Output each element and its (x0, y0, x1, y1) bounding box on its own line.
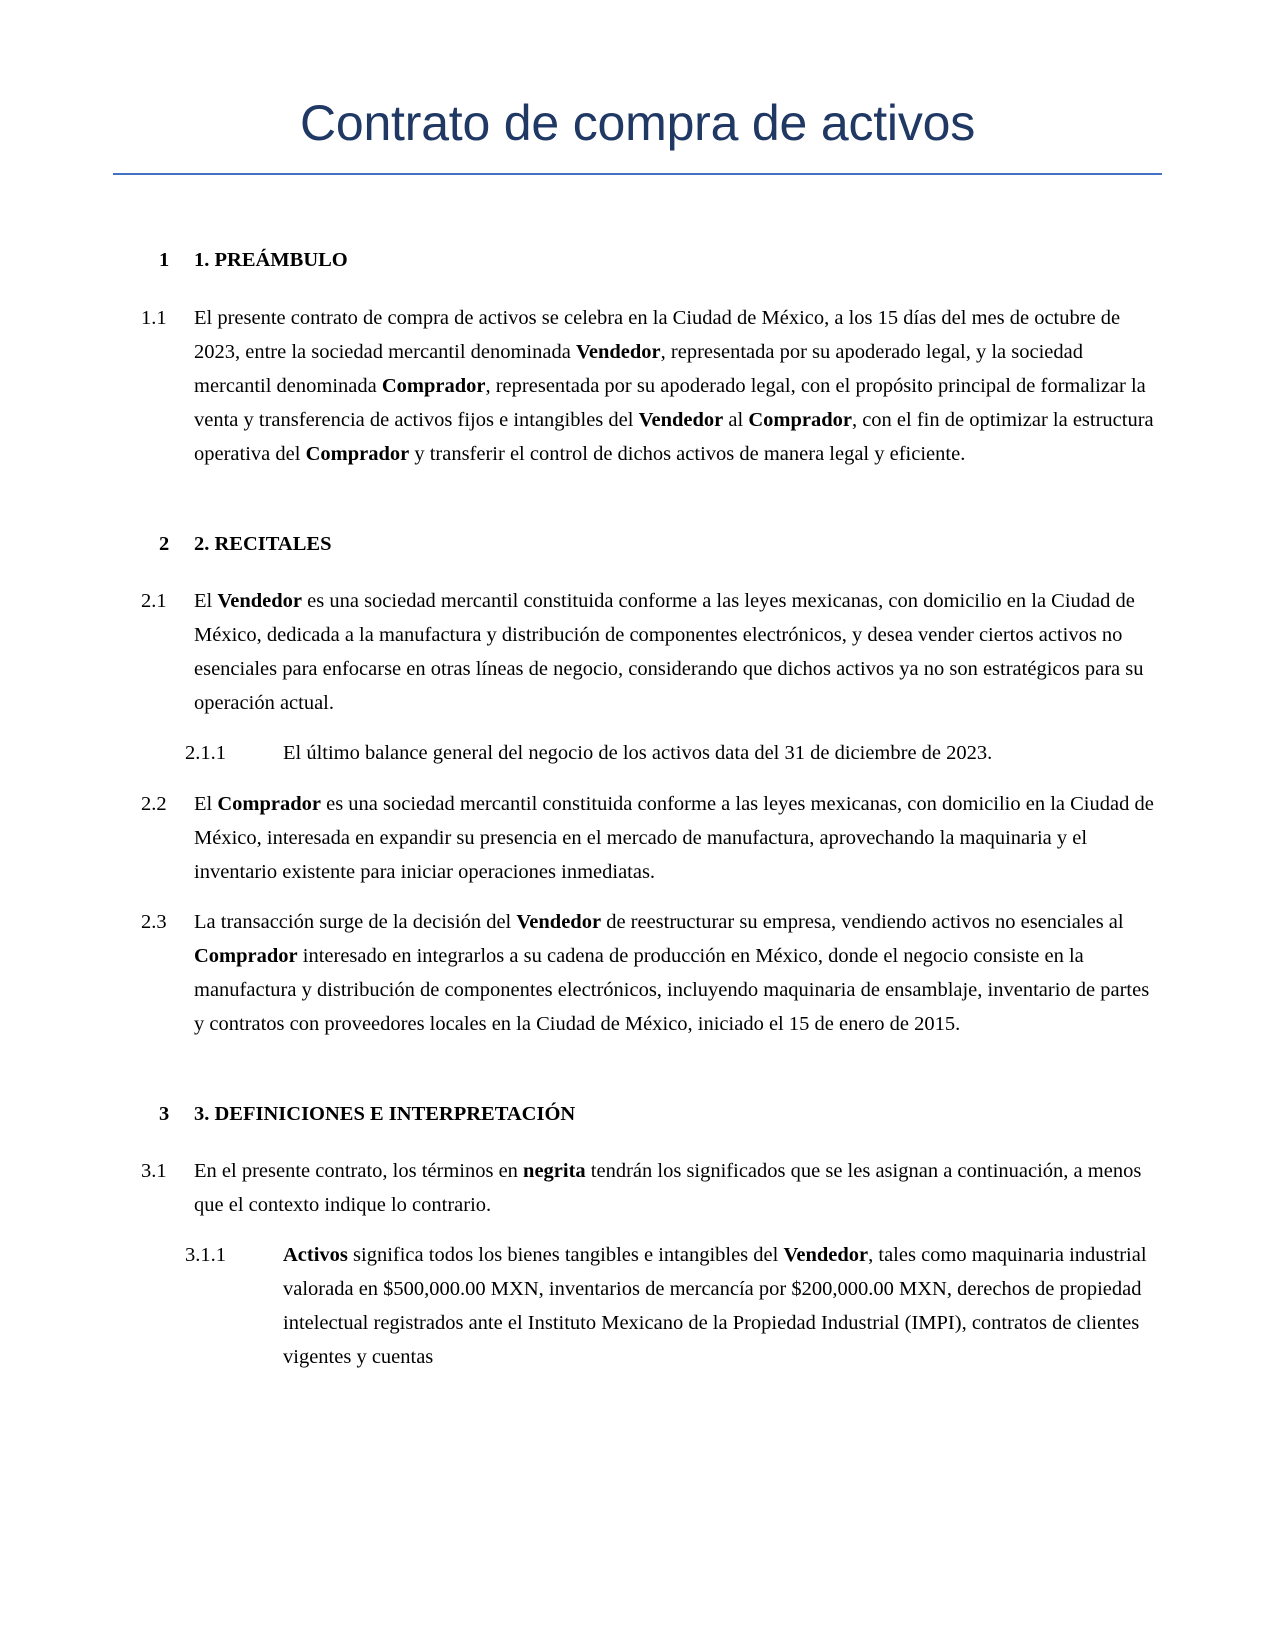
clause-text: El presente contrato de compra de activos se celebra en la Ciudad de México, a los 15 días del mes de octubre de 2023, entre la sociedad mercantil denominada Vendedor, representada por su apoderado legal, y la sociedad mercantil denominada Comprador, representada por su apoderado legal, con el propósito principal de formalizar la venta y transferencia de activos fijos e intangibles del Vendedor al Comprador, con el fin de optimizar la estructura operativa del Comprador y transferir el control de dichos activos de manera legal y eficiente. (194, 306, 1154, 465)
clause-text: La transacción surge de la decisión del Vendedor de reestructurar su empresa, vendiendo activos no esenciales al Comprador interesado en integrarlos a su cadena de producción en México, donde el negocio consiste en la manufactura y distribución de componentes electrónicos, incluyendo maquinaria de ensamblaje, inventario de partes y contratos con proveedores locales en la Ciudad de México, iniciado el 15 de enero de 2015. (194, 910, 1150, 1035)
section-number: 3 (159, 1102, 170, 1125)
clause-text: Activos significa todos los bienes tangibles e intangibles del Vendedor, tales como maquinaria industrial valorada en $500,000.00 MXN, inventarios de mercancía por $200,000.00 MXN, derechos de propiedad intelectual registrados ante el Instituto Mexicano de la Propiedad Industrial (IMPI), contratos de clientes vigentes y cuentas (283, 1244, 1147, 1369)
section-number: 2 (159, 532, 170, 555)
sub-clause (113, 736, 1162, 770)
document-section (113, 1101, 1162, 1375)
document-section (113, 531, 1162, 1041)
clause (113, 584, 1162, 720)
clause-number: 2.3 (141, 910, 167, 933)
section-heading-label: 3. DEFINICIONES E INTERPRETACIÓN (194, 1102, 576, 1125)
section-heading-label: 1. PREÁMBULO (194, 249, 348, 271)
clause (113, 1154, 1162, 1222)
document-section (113, 247, 1162, 471)
section-heading (113, 531, 1162, 559)
clause-number: 3.1.1 (185, 1244, 226, 1267)
clause-number: 2.1 (141, 590, 167, 613)
clause-text: El Comprador es una sociedad mercantil constituida conforme a las leyes mexicanas, con domicilio en la Ciudad de México, interesada en expandir su presencia en el mercado de manufactura, aprovechando la maquinaria y el inventario existente para iniciar operaciones inmediatas. (194, 792, 1154, 883)
sub-clause (113, 1238, 1162, 1374)
clause-number: 3.1 (141, 1160, 167, 1183)
clause (113, 905, 1162, 1041)
clause-number: 2.2 (141, 792, 167, 815)
title-divider (113, 173, 1162, 175)
clause-text: En el presente contrato, los términos en negrita tendrán los significados que se les asignan a continuación, a menos que el contexto indique lo contrario. (194, 1160, 1142, 1217)
section-number: 1 (159, 249, 170, 271)
clause-text: El último balance general del negocio de los activos data del 31 de diciembre de 2023. (283, 742, 993, 765)
clause (113, 301, 1162, 471)
section-heading-label: 2. RECITALES (194, 532, 332, 555)
clause (113, 787, 1162, 889)
clause-number: 2.1.1 (185, 742, 226, 765)
page-title: Contrato de compra de activos (299, 95, 976, 151)
document-body (113, 247, 1162, 1374)
section-heading (113, 247, 1162, 275)
clause-text: El Vendedor es una sociedad mercantil constituida conforme a las leyes mexicanas, con domicilio en la Ciudad de México, dedicada a la manufactura y distribución de componentes electrónicos, y desea vender ciertos activos no esenciales para enfocarse en otras líneas de negocio, considerando que dichos activos ya no son estratégicos para su operación actual. (194, 590, 1144, 715)
clause-number: 1.1 (141, 306, 167, 329)
section-heading (113, 1101, 1162, 1129)
